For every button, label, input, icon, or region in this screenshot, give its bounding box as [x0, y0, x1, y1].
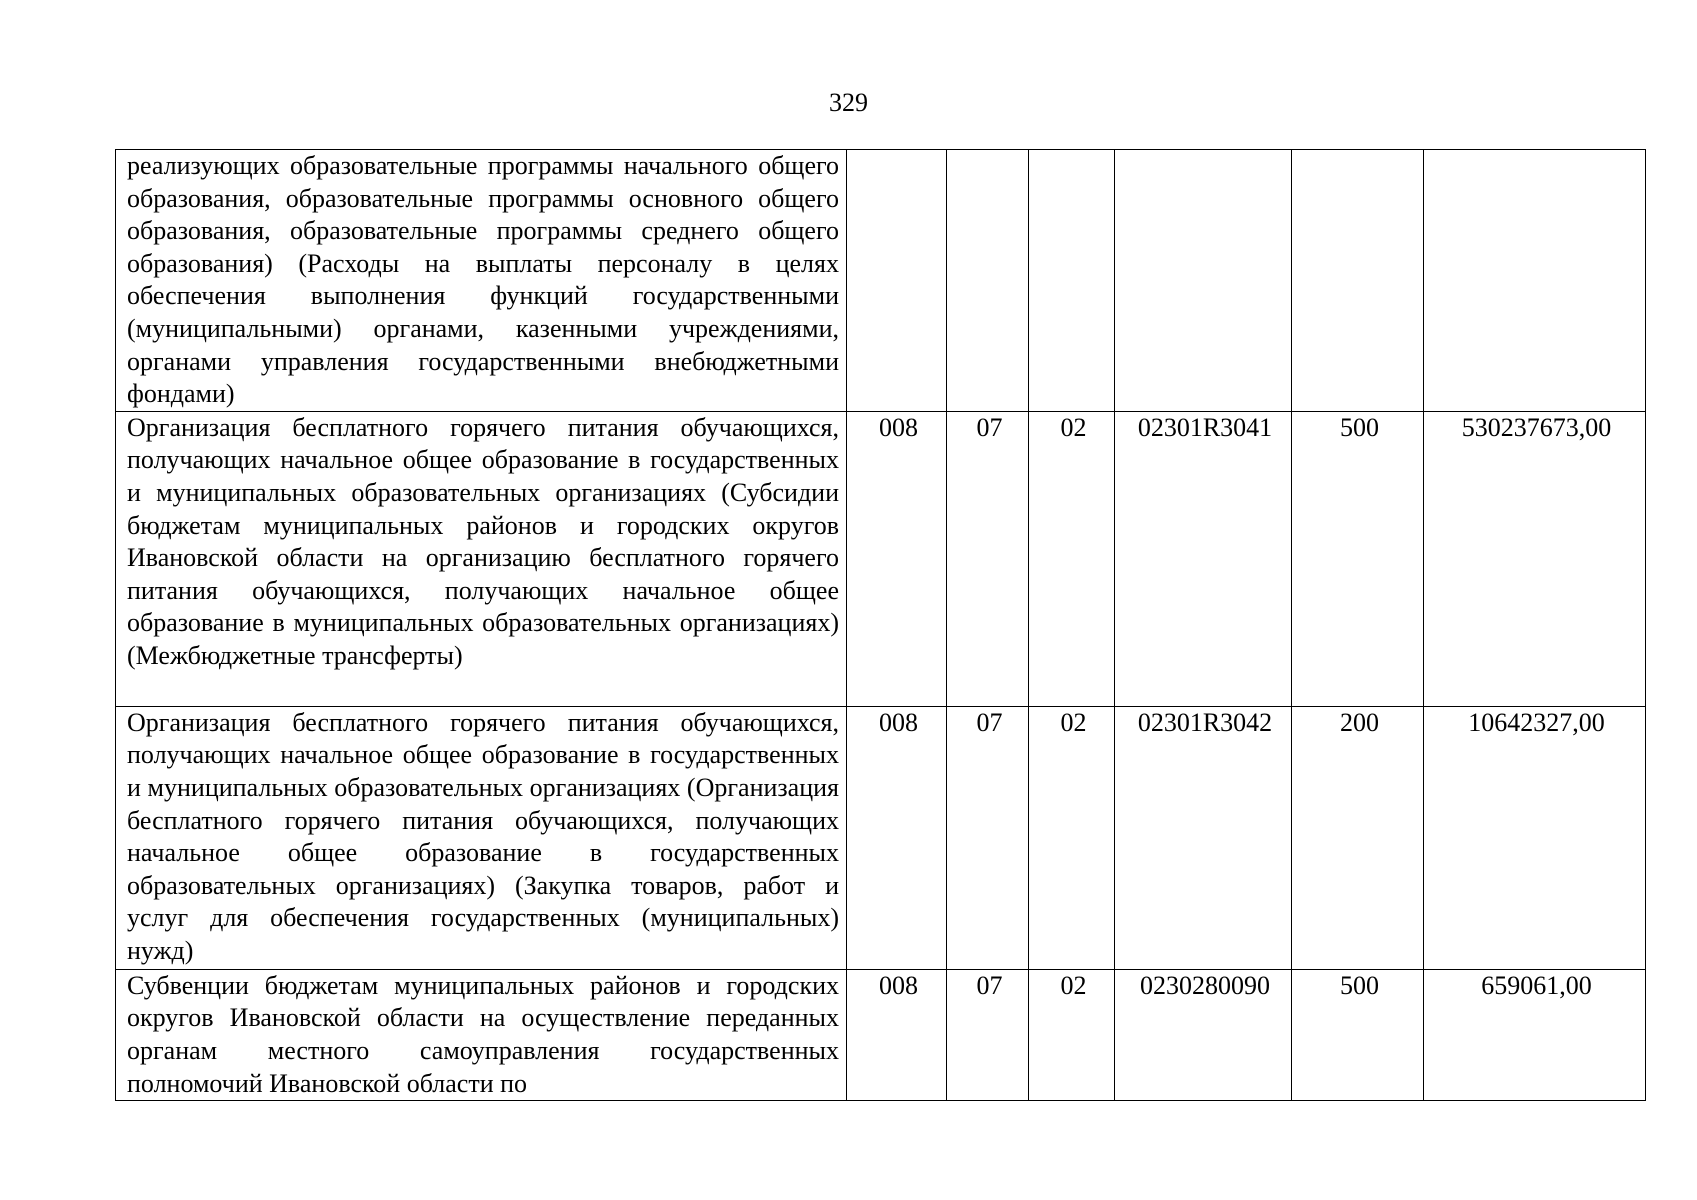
expense-type-code: 500 [1292, 411, 1424, 706]
amount [1424, 150, 1646, 412]
row-description: Организация бесплатного горячего питания обучающихся, получающих начальное общее образование в государственных и муниципальных образовательных организациях (Организация бесплатного горячего питания обучающихся, получающих начальное общее образование в государственных образовательных организациях) (Закупка товаров, работ и услуг для обеспечения государственных (муниципальных) нужд) [116, 706, 847, 969]
expense-type-code [1292, 150, 1424, 412]
target-article-code: 0230280090 [1115, 969, 1292, 1100]
budget-table [115, 149, 1646, 1101]
target-article-code [1115, 150, 1292, 412]
row-description: реализующих образовательные программы начального общего образования, образовательные программы основного общего образования, образовательные программы среднего общего образования) (Расходы на выплаты персоналу в целях обеспечения выполнения функций государственными (муниципальными) органами, казенными учреждениями, органами управления государственными внебюджетными фондами) [116, 150, 847, 412]
page-number: 329 [829, 88, 868, 117]
row-description: Субвенции бюджетам муниципальных районов и городских округов Ивановской области на осуществление переданных органам местного самоуправления государственных полномочий Ивановской области по [116, 969, 847, 1100]
ministry-code: 008 [847, 706, 947, 969]
ministry-code: 008 [847, 969, 947, 1100]
amount: 10642327,00 [1424, 706, 1646, 969]
table-row [116, 969, 1646, 1100]
expense-type-code: 500 [1292, 969, 1424, 1100]
subsection-code: 02 [1029, 411, 1115, 706]
section-code [947, 150, 1029, 412]
subsection-code: 02 [1029, 969, 1115, 1100]
ministry-code: 008 [847, 411, 947, 706]
subsection-code [1029, 150, 1115, 412]
section-code: 07 [947, 706, 1029, 969]
ministry-code [847, 150, 947, 412]
target-article-code: 02301R3041 [1115, 411, 1292, 706]
table-row [116, 150, 1646, 412]
section-code: 07 [947, 411, 1029, 706]
table-row [116, 411, 1646, 706]
expense-type-code: 200 [1292, 706, 1424, 969]
target-article-code: 02301R3042 [1115, 706, 1292, 969]
table-row [116, 706, 1646, 969]
amount: 530237673,00 [1424, 411, 1646, 706]
row-description: Организация бесплатного горячего питания обучающихся, получающих начальное общее образование в государственных и муниципальных образовательных организациях (Субсидии бюджетам муниципальных районов и городских округов Ивановской области на организацию бесплатного горячего питания обучающихся, получающих начальное общее образование в муниципальных образовательных организациях) (Межбюджетные трансферты) [116, 411, 847, 706]
amount: 659061,00 [1424, 969, 1646, 1100]
subsection-code: 02 [1029, 706, 1115, 969]
section-code: 07 [947, 969, 1029, 1100]
